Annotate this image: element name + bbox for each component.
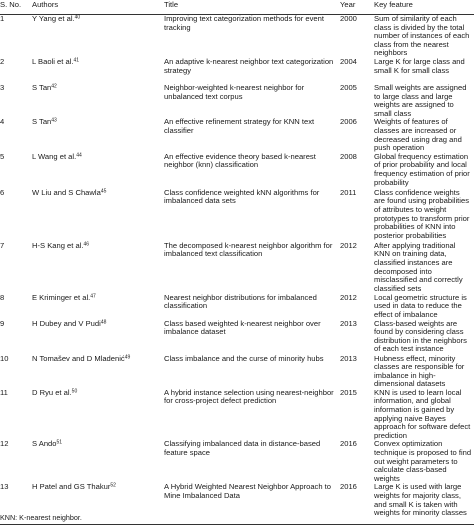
- author-name: S Ando: [32, 439, 57, 449]
- cell-author: [32, 355, 164, 389]
- cell-author: [32, 389, 164, 441]
- cell-sno: 8: [0, 292, 5, 302]
- reference-number: 40: [74, 14, 81, 21]
- cell-key-feature: Large K is used with large weights for majority class, and small K is taken with weights for minority classes: [374, 482, 467, 518]
- table-row: [0, 294, 474, 320]
- reference-number: 52: [110, 482, 116, 489]
- table-row: [0, 440, 474, 483]
- cell-year: 2012: [340, 292, 357, 302]
- author-name: H Patel and GS Thakur: [32, 482, 111, 492]
- cell-year: 2005: [340, 82, 357, 92]
- cell-title: A hybrid instance selection using nearest-neighbor for cross-project defect prediction: [164, 387, 334, 406]
- cell-sno: 1: [0, 14, 5, 23]
- cell-year: 2006: [340, 117, 357, 127]
- cell-key-feature: Local geometric structure is used in data to reduce the effect of imbalance: [374, 292, 467, 319]
- author-name: S Tan: [32, 82, 52, 92]
- cell-title: An effective refinement strategy for KNN text classifier: [164, 117, 315, 135]
- reference-number: 46: [83, 241, 90, 248]
- cell-year: 2011: [340, 187, 357, 197]
- cell-title: Class based weighted k-nearest neighbor over imbalance dataset: [164, 318, 321, 337]
- reference-number: 50: [71, 388, 78, 395]
- author-name: D Ryu et al.: [32, 387, 72, 397]
- table-row: [0, 15, 474, 58]
- cell-author: [32, 58, 164, 84]
- table-footnote: KNN: K-nearest neighbor.: [0, 513, 82, 522]
- reference-number: 41: [73, 57, 80, 64]
- cell-year: 2008: [340, 151, 357, 161]
- table-body: [0, 15, 474, 525]
- cell-year: 2016: [340, 439, 357, 449]
- cell-key-feature: KNN is used to learn local information, and global information is gained by applying naive Bayes approach for software defect prediction: [374, 387, 471, 440]
- cell-key-feature: Global frequency estimation of prior probability and local frequency estimation of prior probability: [374, 151, 470, 187]
- table-row: [0, 389, 474, 441]
- cell-title: Nearest neighbor distributions for imbalanced classification: [164, 292, 317, 311]
- cell-sno: 12: [0, 439, 9, 449]
- cell-title: An effective evidence theory based k-nearest neighbor (knn) classification: [164, 151, 316, 170]
- cell-author: [32, 189, 164, 242]
- cell-author: [32, 320, 164, 355]
- cell-author: [32, 118, 164, 152]
- cell-sno: 10: [0, 353, 9, 363]
- cell-sno: 3: [0, 82, 5, 92]
- reference-number: 44: [76, 152, 82, 159]
- author-name: H-S Kang et al.: [32, 240, 84, 250]
- cell-author: [32, 242, 164, 294]
- table-header: [0, 0, 474, 15]
- reference-number: 47: [90, 293, 96, 300]
- reference-number: 45: [100, 188, 107, 195]
- table-row: [0, 320, 474, 355]
- cell-year: 2015: [340, 387, 357, 397]
- cell-title: Class imbalance and the curse of minority hubs: [164, 353, 324, 363]
- header-key-feature: Key feature: [374, 0, 413, 9]
- cell-key-feature: Class confidence weights are found using probabilities of attributes to weight prototypes to transform prior probabilities of KNN into posterior probabilities: [374, 187, 470, 240]
- cell-title: An adaptive k-nearest neighbor text categorization strategy: [164, 56, 334, 75]
- cell-key-feature: Hubness effect, minority classes are responsible for imbalance in high-dimensional datasets: [374, 353, 465, 389]
- table-row: [0, 242, 474, 294]
- cell-sno: 6: [0, 187, 5, 197]
- cell-sno: 5: [0, 151, 5, 161]
- author-name: N Tomašev and D Mladenić: [32, 353, 125, 363]
- cell-sno: 13: [0, 482, 9, 492]
- cell-title: Classifying imbalanced data in distance-based feature space: [164, 439, 321, 458]
- cell-author: [32, 440, 164, 483]
- cell-year: 2000: [340, 14, 357, 23]
- author-name: L Wang et al.: [32, 151, 77, 161]
- cell-year: 2004: [340, 56, 357, 66]
- cell-author: [32, 15, 164, 58]
- reference-number: 51: [56, 439, 63, 446]
- cell-key-feature: Small weights are assigned to large class and large weights are assigned to small class: [374, 82, 467, 118]
- cell-sno: 11: [0, 387, 8, 397]
- cell-title: Class confidence weighted kNN algorithms for imbalanced data sets: [164, 187, 320, 206]
- cell-year: 2016: [340, 482, 357, 492]
- cell-key-feature: Convex optimization technique is proposed to find out weight parameters to calculate class-based weights: [374, 439, 472, 483]
- author-name: W Liu and S Chawla: [32, 187, 101, 197]
- cell-key-feature: After applying traditional KNN on training data, classified instances are decomposed into misclassified and correctly classified sets: [374, 240, 463, 293]
- table-row: [0, 355, 474, 389]
- header-year: Year: [340, 0, 356, 9]
- cell-key-feature: Large K for large class and small K for small class: [374, 56, 465, 75]
- author-name: L Baoli et al.: [32, 56, 74, 66]
- cell-key-feature: Weights of features of classes are increased or decreased using drag and push operation: [374, 117, 462, 153]
- cell-key-feature: Class-based weights are found by considering class distribution in the neighbors of each test instance: [374, 318, 467, 354]
- author-name: Y Yang et al.: [32, 14, 75, 23]
- cell-title: A Hybrid Weighted Nearest Neighbor Approach to Mine Imbalanced Data: [164, 482, 332, 500]
- cell-author: [32, 84, 164, 118]
- reference-number: 49: [124, 354, 131, 360]
- cell-author: [32, 153, 164, 189]
- cell-author: [32, 294, 164, 320]
- author-name: E Kriminger et al.: [32, 292, 91, 302]
- table-row: [0, 58, 474, 84]
- reference-number: 42: [51, 83, 57, 90]
- table-row: [0, 118, 474, 152]
- reference-number: 48: [100, 319, 107, 325]
- cell-title: The decomposed k-nearest neighbor algorithm for imbalanced text classification: [164, 240, 333, 259]
- cell-year: 2013: [340, 353, 357, 363]
- cell-title: Neighbor-weighted k-nearest neighbor for unbalanced text corpus: [164, 82, 305, 101]
- author-name: S Tan: [32, 117, 52, 127]
- cell-sno: 9: [0, 318, 5, 328]
- cell-sno: 2: [0, 56, 5, 66]
- header-authors: Authors: [32, 0, 59, 9]
- cell-sno: 4: [0, 117, 5, 127]
- cell-sno: 7: [0, 240, 5, 250]
- author-name: H Dubey and V Pudi: [32, 318, 101, 328]
- cell-year: 2013: [340, 318, 357, 328]
- cell-year: 2012: [340, 240, 357, 250]
- table-row: [0, 189, 474, 242]
- header-sno: S. No.: [0, 0, 22, 9]
- reference-number: 43: [51, 117, 57, 124]
- table-row: [0, 84, 474, 118]
- header-row: [0, 0, 474, 15]
- cell-key-feature: Sum of similarity of each class is divided by the total number of instances of each class from the nearest neighbors: [374, 14, 470, 58]
- cell-title: Improving text categorization methods for event tracking: [164, 14, 324, 32]
- table-row: [0, 153, 474, 189]
- header-title: Title: [164, 0, 179, 9]
